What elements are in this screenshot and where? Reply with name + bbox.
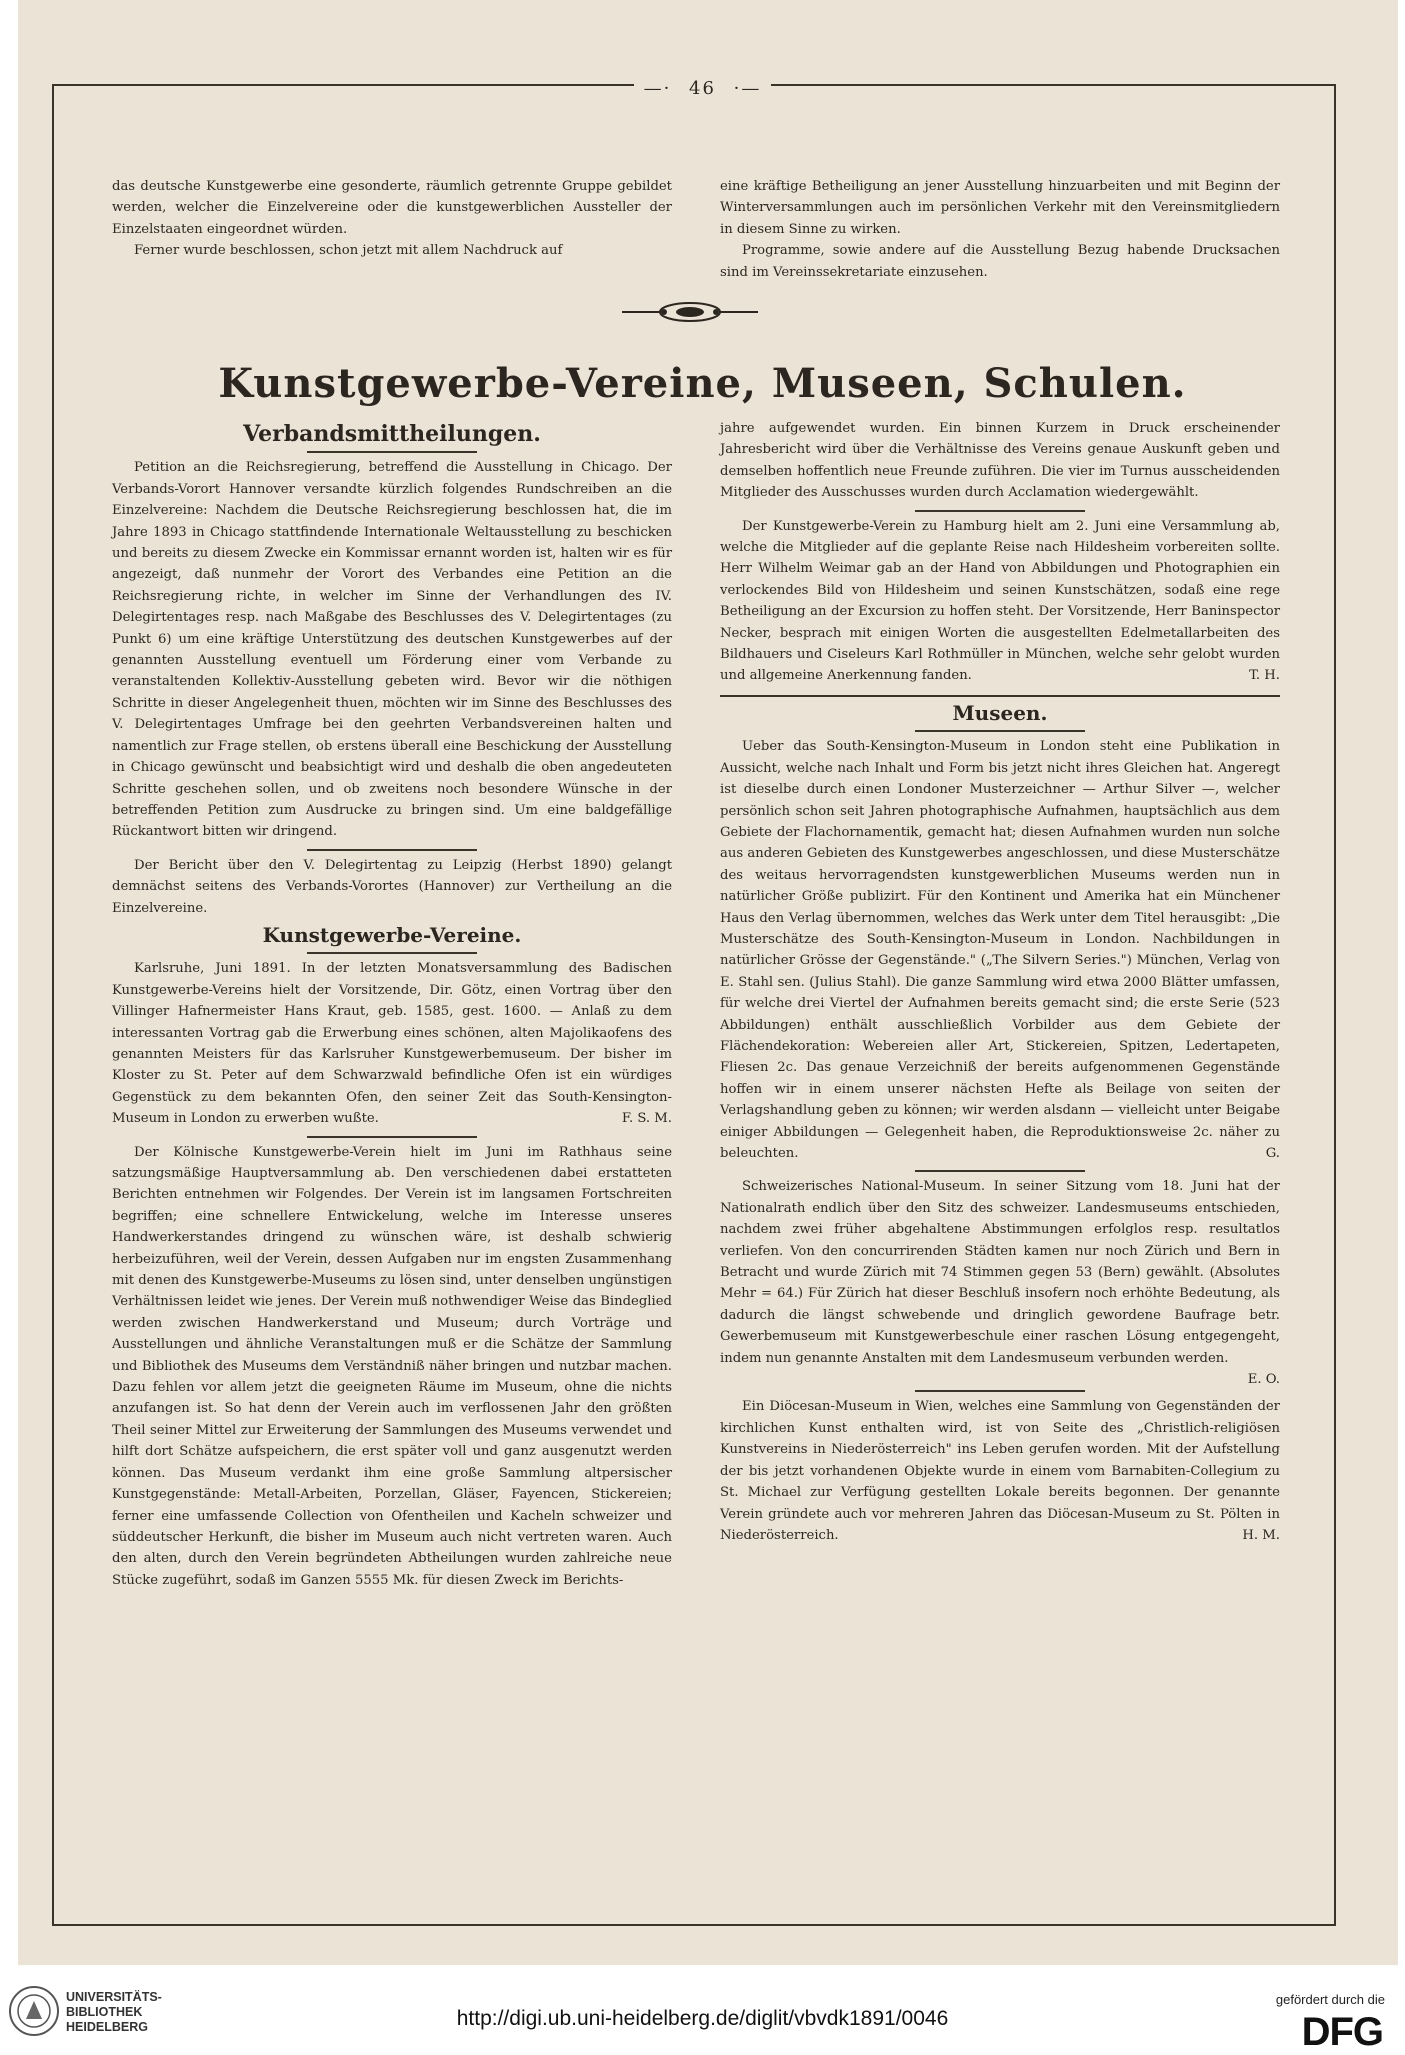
divider — [307, 952, 477, 954]
paragraph: jahre aufgewendet wurden. Ein binnen Kurzem in Druck erscheinender Jahresbericht wird über die Verhältnisse des Vereins genaue Auskunft geben und demselben hoffentlich neue Freunde zuführen. Die vier im Turnus ausscheidenden Mitglieder des Ausschusses wurden durch Acclamation wiedergewählt. — [720, 421, 1280, 501]
paragraph: Ueber das South-Kensington-Museum in London steht eine Publikation in Aussicht, welche nach Inhalt und Form bis jetzt nicht ihres Gleichen hat. Angeregt ist dieselbe durch einen Londoner Musterzeichner — Arthur Silver —, welcher persönlich schon seit Jahren photographische Aufnahmen, hauptsächlich aus dem Gebiete der Flachornamentik, gemacht hat; diesen Aufnahmen wurden nun solche aus anderen Gebieten des Kunstgewerbes angeschlossen, und diese Musterschätze des weitaus hervorragendsten kunstgewerblichen Museums werden nun in natürlicher Größe publizirt. Für den Kontinent und Amerika hat ein Münchener Haus den Verlag übernommen, welches das Werk unter dem Titel herausgibt: „Die Musterschätze des South-Kensington-Museum in London. Nachbildungen in natürlicher Grösse der Gegenstände." („The Silvern Series.") München, Verlag von E. Stahl sen. (Julius Stahl). Die ganze Sammlung wird etwa 2000 Blätter umfassen, für welche drei Viertel der Aufnahmen bereits gemacht sind; die erste Serie (523 Abbildungen) enthält ausschließlich Vorbilder aus dem Gebiete der Flächendekoration: Webereien aller Art, Stickereien, Spitzen, Ledertapeten, Fliesen 2c. Das genaue Verzeichniß der bereits aufgenommenen Gegenstände hoffen wir in einem unserer nächsten Hefte als Beilage von seiten der Verlagshandlung geben zu können; wir werden alsdann — vielleicht unter Beigabe einiger Abbildungen — Gelegenheit haben, die Reproduktionsweise 2c. näher zu beleuchten. G. — [720, 739, 1280, 1161]
funding-note: gefördert durch die — [1275, 1992, 1385, 2007]
divider — [307, 849, 477, 851]
page-number: —· 46 ·— — [0, 78, 1405, 99]
top-right-column — [720, 176, 1280, 283]
right-column — [720, 418, 1280, 1546]
section-title: Kunstgewerbe-Vereine, Museen, Schulen. — [218, 360, 1187, 407]
paragraph: eine kräftige Betheiligung an jener Ausstellung hinzuarbeiten und mit Beginn der Winterversammlungen auch im persönlichen Verkehr mit den Vereinsmitgliedern in diesem Sinne zu wirken. — [720, 179, 1280, 237]
paragraph: Programme, sowie andere auf die Ausstellung Bezug habende Drucksachen sind im Vereinssekretariate einzusehen. — [720, 243, 1280, 280]
document-url[interactable]: http://digi.ub.uni-heidelberg.de/diglit/vbvdk1891/0046 — [456, 2007, 949, 2030]
dfg-logo: DFG — [1301, 2010, 1383, 2054]
divider — [720, 695, 1280, 697]
divider — [915, 510, 1085, 512]
divider — [915, 1390, 1085, 1392]
paragraph: Der Kölnische Kunstgewerbe-Verein hielt im Juni im Rathhaus seine satzungsmäßige Hauptversammlung ab. Den verschiedenen dabei erstatteten Berichten entnehmen wir Folgendes. Der Verein ist im langsamen Fortschreiten begriffen; eine schnellere Entwickelung, welche im Interesse unseres Handwerkerstandes dringend zu wünschen wäre, ist deshalb schwierig herbeizuführen, weil der Verein, dessen Aufgaben nur im engsten Zusammenhang mit denen des Kunstgewerbe-Museums zu lösen sind, unter denselben ungünstigen Verhältnissen leidet wie jenes. Der Verein muß nothwendiger Weise das Bindeglied werden zwischen Handwerkerstand und Museum; durch Vorträge und Ausstellungen und ähnliche Veranstaltungen muß er die Schätze der Sammlung und Bibliothek des Museums dem Verständniß näher bringen und nutzbar machen. Dazu fehlen vor allem jetzt die geeigneten Räume im Museum, ohne die nichts anzufangen ist. So hat denn der Verein auch im verflossenen Jahr den größten Theil seiner Mittel zur Erweiterung der Sammlungen des Museums verwendet und hilft dort Schätze aufspeichern, die erst später voll und ganz ausgenutzt werden können. Das Museum verdankt ihm eine große Sammlung altpersischer Kunstgegenstände: Metall-Arbeiten, Porzellan, Gläser, Fayencen, Stickereien; ferner eine umfassende Collection von Ofentheilen und Kacheln schweizer und süddeutscher Herkunft, die bisher im Museum auch nicht vertreten waren. Auch den alten, durch den Verein begründeten Abtheilungen wurden zahlreiche neue Stücke zugeführt, sodaß im Ganzen 5555 Mk. für diesen Zweck im Berichts- — [112, 1144, 672, 1588]
paragraph: Der Bericht über den V. Delegirtentag zu Leipzig (Herbst 1890) gelangt demnächst seitens des Verbands-Vorortes (Hannover) zur Vertheilung an die Einzelvereine. — [112, 857, 672, 916]
heading-kunstgewerbe-vereine: Kunstgewerbe-Vereine. — [262, 922, 522, 947]
heading-museen: Museen. — [952, 700, 1048, 725]
divider — [307, 451, 477, 453]
left-column — [112, 420, 672, 1591]
paragraph: das deutsche Kunstgewerbe eine gesonderte, räumlich getrennte Gruppe gebildet werden, welcher die Einzelvereine oder die kunstgewerblichen Aussteller der Einzelstaaten eingeordnet würden. — [112, 179, 672, 237]
paragraph: Ferner wurde beschlossen, schon jetzt mit allem Nachdruck auf — [134, 243, 563, 259]
top-left-column — [112, 176, 672, 262]
divider — [307, 1136, 477, 1138]
ornament-divider — [620, 300, 760, 324]
paragraph: Ein Diöcesan-Museum in Wien, welches eine Sammlung von Gegenständen der kirchlichen Kunst enthalten wird, ist von Seite des „Christlich-religiösen Kunstvereins in Niederösterreich" ins Leben gerufen worden. Mit der Aufstellung der bis jetzt vorhandenen Objekte wurde in einem vom Barnabiten-Collegium zu St. Michael zur Verfügung gestellten Lokale bereits begonnen. Der genannte Verein gründete auch vor mehreren Jahren das Diöcesan-Museum zu St. Pölten in Niederösterreich. H. M. — [720, 1399, 1280, 1543]
paragraph: Karlsruhe, Juni 1891. In der letzten Monatsversammlung des Badischen Kunstgewerbe-Vereins hielt der Vorsitzende, Dir. Götz, einen Vortrag über den Villinger Hafnermeister Hans Kraut, geb. 1585, gest. 1600. — Anlaß zu dem interessanten Vortrag gab die Erwerbung eines schönen, alten Majolikaofens des genannten Meisters für das Karlsruher Kunstgewerbemuseum. Der bisher im Kloster zu St. Peter auf dem Schwarzwald befindliche Ofen ist ein würdiges Gegenstück zu dem bekannten Ofen, den seiner Zeit das South-Kensington-Museum in London zu erwerben wußte. F. S. M. — [112, 961, 672, 1127]
paragraph: Petition an die Reichsregierung, betreffend die Ausstellung in Chicago. Der Verbands-Vorort Hannover versandte kürzlich folgendes Rundschreiben an die Einzelvereine: Nachdem die Deutsche Reichsregierung beschlossen hat, die im Jahre 1893 in Chicago stattfindende Internationale Weltausstellung zu beschicken und bereits zu diesem Zwecke ein Kommissar ernannt worden ist, halten wir es für angezeigt, daß nunmehr der Vorort des Verbandes eine Petition an die Reichsregierung richte, in welcher im Sinne der Verhandlungen des IV. Delegirtentages resp. nach Maßgabe des Beschlusses des V. Delegirtentages (zu Punkt 6) um eine kräftige Unterstützung des deutschen Kunstgewerbes auf der genannten Ausstellung eventuell um Förderung einer vom Verbande zu veranstaltenden Kollektiv-Ausstellung gebeten wird. Bevor wir die nöthigen Schritte in dieser Angelegenheit thuen, möchten wir im Sinne des Beschlusses des V. Delegirtentages Umfrage bei den geehrten Verbandsvereinen halten und namentlich zur Frage stellen, ob erstens überall eine Beschickung der Ausstellung in Chicago gewünscht und beabsichtigt wird und deshalb die oben angedeuteten Schritte geschehen sollen, und ob zweitens noch besondere Wünsche in der betreffenden Petition zum Ausdrucke zu bringen sind. Um eine baldgefällige Rückantwort bitten wir dringend. — [112, 460, 672, 840]
heading-verbandsmittheilungen: Verbandsmittheilungen. — [243, 421, 541, 447]
paragraph: Der Kunstgewerbe-Verein zu Hamburg hielt am 2. Juni eine Versammlung ab, welche die Mitglieder auf die geplante Reise nach Hildesheim vorbereiten sollte. Herr Wilhelm Weimar gab an der Hand von Abbildungen und Photographien ein verlockendes Bild von Hildesheim und seinen Kunstschätzen, sodaß eine rege Betheiligung an der Excursion zu hoffen steht. Der Vorsitzende, Herr Baninspector Necker, besprach mit einigen Worten die ausgestellten Edelmetallarbeiten des Bildhauers und Ciseleurs Karl Rothmüller in München, welche sehr gelobt wurden und allgemeine Anerkennung fanden. T. H. — [720, 518, 1280, 684]
library-name: UNIVERSITÄTS- BIBLIOTHEK HEIDELBERG — [66, 1990, 162, 2034]
divider — [915, 730, 1085, 732]
paragraph: Schweizerisches National-Museum. In seiner Sitzung vom 18. Juni hat der Nationalrath endlich über den Sitz des schweizer. Landesmuseums entschieden, nachdem zwei früher abgehaltene Abstimmungen erfolglos resp. resultatlos verliefen. Von den concurrirenden Städten kamen nur noch Zürich und Bern in Betracht und wurde Zürich mit 74 Stimmen gegen 53 (Bern) gewählt. (Absolutes Mehr = 64.) Für Zürich hat dieser Beschluß insofern noch erhöhte Bedeutung, als dadurch die längst schwebende und dringlich gewordene Baufrage betr. Gewerbemuseum mit Kunstgewerbeschule einer raschen Lösung entgegengeht, indem nun genannte Anstalten mit dem Landesmuseum verbunden werden. E. O. — [720, 1179, 1280, 1388]
divider — [915, 1170, 1085, 1172]
